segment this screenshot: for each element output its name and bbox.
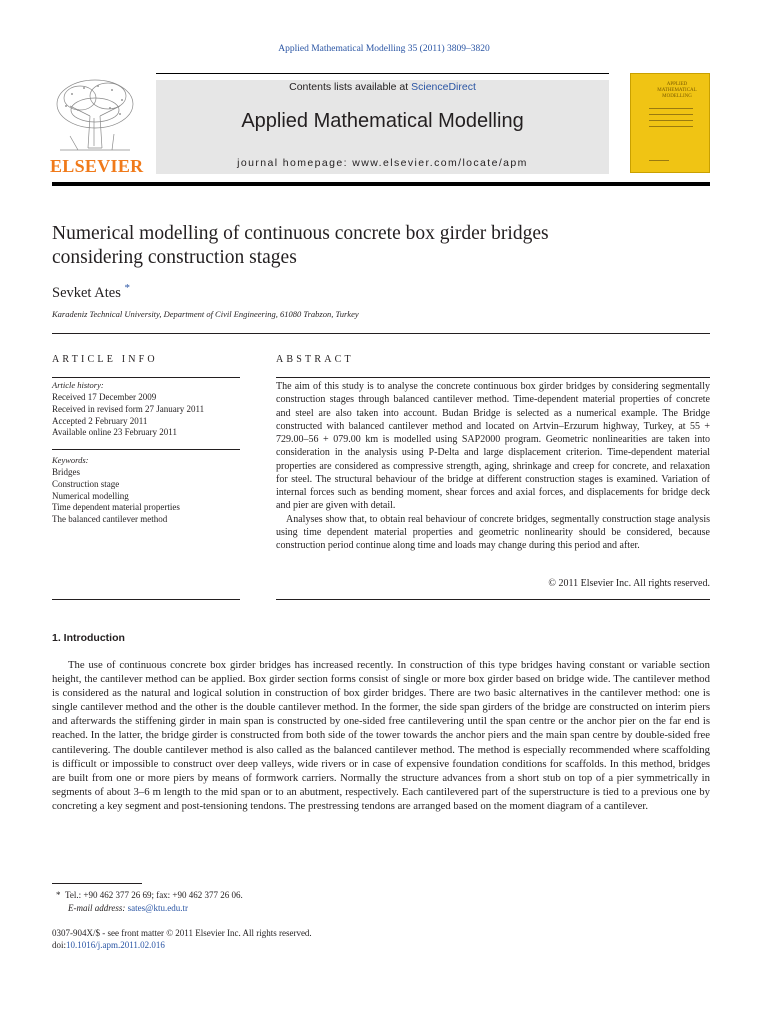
- email-label: E-mail address:: [68, 903, 126, 913]
- doi-line: [52, 940, 165, 950]
- cover-line: [649, 114, 693, 115]
- affiliation: Karadeniz Technical University, Department of Civil Engineering, 61080 Trabzon, Turkey: [52, 309, 359, 319]
- paper-title-line-2: considering construction stages: [52, 247, 297, 268]
- paper-title: [52, 222, 692, 270]
- footnote-contact-text: Tel.: +90 462 377 26 69; fax: +90 462 377 26 06.: [65, 890, 243, 900]
- keywords-label: Keywords:: [52, 455, 89, 465]
- history-item: Available online 23 February 2011: [52, 427, 177, 438]
- keyword-item: Time dependent material properties: [52, 502, 180, 513]
- history-item: Received 17 December 2009: [52, 392, 157, 402]
- footnote-contact: [56, 890, 243, 900]
- contents-line: [156, 81, 609, 93]
- abstract-paragraph-2: Analyses show that, to obtain real behaviour of concrete bridges, segmentally construction stage analysis using time dependent material properties and geometric nonlinearity should be considered, because construction period continue along time and loads may change during this period and after.: [276, 513, 710, 551]
- elsevier-wordmark: ELSEVIER: [50, 156, 144, 176]
- elsevier-tree-icon: [50, 76, 140, 154]
- email-link[interactable]: sates@ktu.edu.tr: [127, 903, 188, 913]
- cover-line: [649, 126, 693, 127]
- footnote-email: [68, 903, 188, 913]
- journal-homepage: [156, 157, 609, 169]
- section-heading-introduction: 1. Introduction: [52, 632, 125, 644]
- abstract-heading: ABSTRACT: [276, 354, 354, 365]
- abstract-copyright: © 2011 Elsevier Inc. All rights reserved.: [548, 578, 710, 589]
- paper-title-line-1: Numerical modelling of continuous concrete box girder bridges: [52, 223, 549, 244]
- history-item: Accepted 2 February 2011: [52, 415, 148, 426]
- homepage-url[interactable]: www.elsevier.com/locate/apm: [352, 157, 528, 169]
- citation-journal[interactable]: Applied Mathematical Modelling: [278, 44, 406, 54]
- article-history-label: Article history:: [52, 380, 104, 390]
- keyword-item: Bridges: [52, 467, 80, 477]
- author-footnote-mark[interactable]: *: [124, 282, 130, 294]
- article-info-bottom-rule: [52, 599, 240, 600]
- abstract-paragraph-1: The aim of this study is to analyse the concrete continuous box girder bridges by considering segmentally construction stages through balanced cantilever method. Time-dependent material properties of concrete and steel are also taken into account. Budan Bridge is selected as a numerical example. The Bridge constructed with balanced cantilever method and located on Artvin–Erzurum highway, Turkey, at 55 + 729.00–56 + 079.00 km is modelled using SAP2000 program. Geometric nonlinearities are taken into consideration in the analysis using P-Delta and large displacement criterion. Time-dependent material properties are considered as compressive strength, aging, shrinkage and creep for concrete, and relaxation for steel. The structural behaviour of the bridge at different construction stages is examined. Variation of internal forces such as bending moment, shear forces and axial forces, and displacements for bridge deck and pier are given with detail.: [276, 381, 710, 512]
- keyword-item: Construction stage: [52, 478, 120, 489]
- doi-link[interactable]: 10.1016/j.apm.2011.02.016: [66, 940, 165, 950]
- abstract-rule: [276, 377, 710, 378]
- masthead-top-rule: [156, 73, 609, 74]
- elsevier-logo[interactable]: [50, 76, 144, 176]
- keywords-rule: [52, 449, 240, 450]
- citation-volume: 35: [407, 44, 418, 54]
- footnote-rule: [52, 883, 142, 884]
- cover-title: APPLIED MATHEMATICAL MODELLING: [657, 82, 697, 99]
- article-info-heading: ARTICLE INFO: [52, 354, 158, 365]
- contents-prefix: Contents lists available at: [289, 81, 409, 93]
- footnote-mark: *: [56, 890, 61, 900]
- keywords-list: [52, 467, 180, 526]
- homepage-prefix: journal homepage:: [237, 157, 348, 169]
- author: [52, 282, 130, 302]
- keyword-item: The balanced cantilever method: [52, 514, 168, 525]
- keyword-item: Numerical modelling: [52, 490, 129, 501]
- introduction-paragraph: The use of continuous concrete box girder bridges has increased recently. In construction of this type bridges having constant or variable section height, the cantilever method can be applied. Box girder section forms consist of single or more box girder based on bridge wide. The cantilever method is considered as the natural and logical solution in construction of box girder bridges. There are two basic alternatives in the cantilever method: one is single cantilever method and the other is the double cantilever method. In the former, the side span girders of the bridge are constructed on interim piers and afterwards the stiffening girder in main span is constructed by one-sided free cantilevering until the span centre or the anchor pier on the far end is reached. In the latter, the bridge girder is constructed from both side of the tower towards the anchor piers and the main span centre by double-sided free cantilevering. The double cantilever method is also called as the balanced cantilever method. The method is especially recommended where scaffolding is difficult or impossible to construct over deep valleys, wide rivers or in case of expensive foundation conditions for scaffolds. In this method, bridges are built from one or more piers by means of formwork carriers. Normally the structure advances from a short stub on top of a pier symmetrically in segments of about 3–6 m length to the mid span or to an abutment, respectively. Each cantilevered part of the superstructure is tied to a previous one by concreting a key segment and post-tensioning tendons. The prestressing tendons are arranged based on the moment diagram of a cantilever.: [52, 659, 710, 812]
- abstract-bottom-rule: [276, 599, 710, 600]
- citation-year: (2011): [419, 44, 445, 54]
- author-name: Sevket Ates: [52, 284, 121, 301]
- doi-prefix: doi:: [52, 940, 67, 950]
- sciencedirect-link[interactable]: ScienceDirect: [411, 81, 476, 93]
- citation-pages: 3809–3820: [447, 44, 490, 54]
- article-history-list: [52, 392, 204, 439]
- front-matter-line: 0307-904X/$ - see front matter © 2011 Elsevier Inc. All rights reserved.: [52, 928, 312, 938]
- cover-line: [649, 108, 693, 109]
- journal-citation[interactable]: [0, 44, 768, 54]
- abstract-body: [276, 380, 710, 552]
- journal-cover-thumbnail[interactable]: [630, 73, 710, 173]
- masthead-bottom-rule: [52, 182, 710, 186]
- cover-line: [649, 120, 693, 121]
- article-info-rule: [52, 377, 240, 378]
- history-item: Received in revised form 27 January 2011: [52, 403, 205, 414]
- journal-title: Applied Mathematical Modelling: [241, 110, 524, 132]
- title-rule: [52, 333, 710, 334]
- cover-line: [649, 160, 669, 161]
